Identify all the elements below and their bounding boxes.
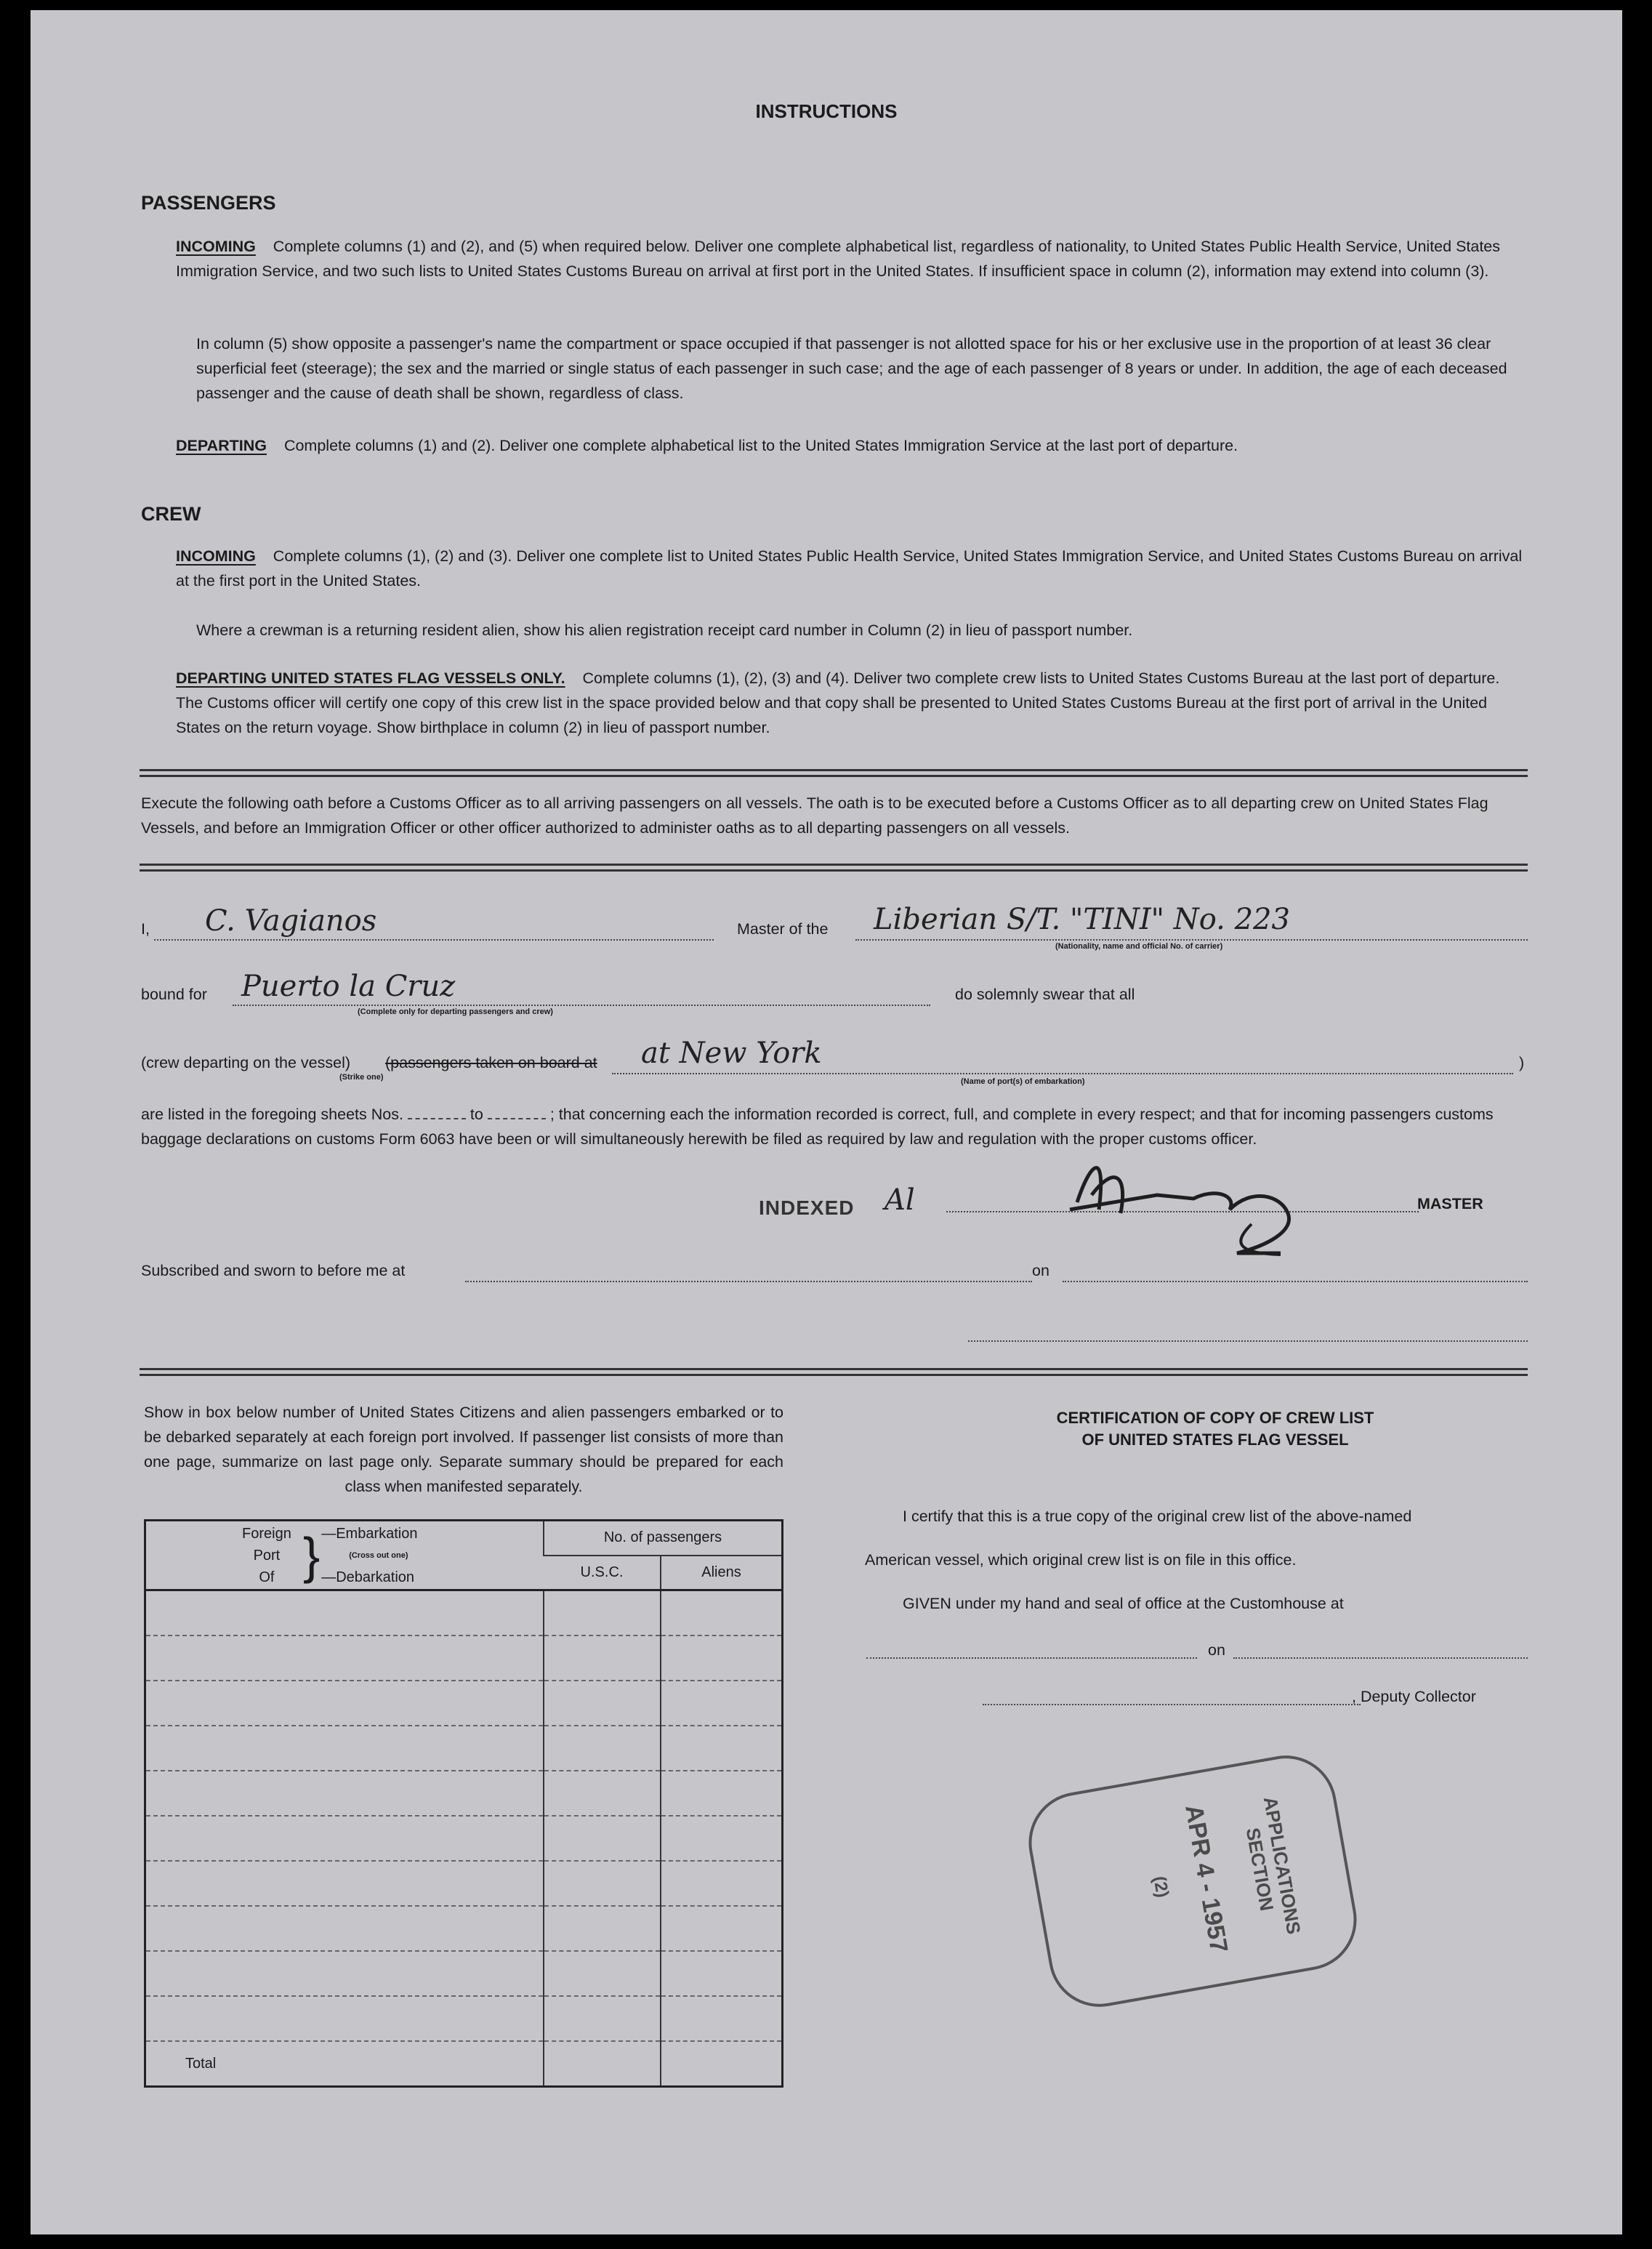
port-header-cell: [145, 1521, 544, 1590]
usc-cell: [544, 1906, 661, 1951]
oath-intro: Execute the following oath before a Customs Officer as to all arriving passengers on all vessels. The oath is to be executed before a Customs Officer as to all departing crew on United States Flag Vessels, and before an Immigration Officer or other officer authorized to administer oaths as to all departing passengers on all vessels.: [141, 794, 1488, 837]
usc-cell: [544, 1681, 661, 1726]
usc-header: U.S.C.: [580, 1564, 624, 1580]
divider-line: [140, 769, 1528, 771]
master-signature: [1048, 1144, 1353, 1268]
port-header-line: Of: [259, 1569, 275, 1585]
usc-total-cell: [544, 2041, 661, 2087]
port-cell: [145, 1681, 544, 1726]
bound-for-line: [233, 1005, 930, 1006]
passengers-incoming-paragraph: [176, 234, 1528, 283]
aliens-cell: [661, 1726, 783, 1771]
crew-incoming-paragraph: [176, 544, 1528, 593]
master-of-label: Master of the: [737, 920, 829, 938]
cross-out-note: (Cross out one): [349, 1550, 408, 1560]
no-of-passengers-header: No. of passengers: [544, 1521, 783, 1556]
crew-departing-paragraph: [176, 666, 1528, 740]
brace-icon: }: [302, 1526, 321, 1584]
divider-line: [140, 1374, 1528, 1376]
subscribed-on-label: on: [1032, 1262, 1049, 1279]
certification-heading: [859, 1407, 1571, 1451]
port-cell: [145, 1906, 544, 1951]
strike-caption: (Strike one): [339, 1073, 384, 1082]
aliens-cell: [661, 1771, 783, 1816]
listed-text-2: ; that concerning each the information recorded is correct, full, and complete in every respect; and that for incoming passengers customs baggage declarations on customs Form 6063 have been or will simultaneously herewith be filed as required by law and regulation with the proper customs officer.: [141, 1106, 1494, 1148]
listed-text-1: are listed in the foregoing sheets Nos.: [141, 1106, 403, 1123]
stamp-date: APR 4 - 1957: [1180, 1802, 1233, 1955]
aliens-cell: [661, 1861, 783, 1906]
usc-cell: [544, 1636, 661, 1681]
deputy-collector-label: , Deputy Collector: [1352, 1688, 1476, 1705]
received-stamp: [1020, 1747, 1364, 2015]
bound-for-handwriting: Puerto la Cruz: [241, 970, 456, 1003]
vessel-line: [855, 939, 1528, 941]
port-handwriting: at New York: [641, 1037, 822, 1070]
aliens-cell: [661, 1636, 783, 1681]
crew-incoming-label: INCOMING: [176, 547, 256, 565]
usc-cell: [544, 1816, 661, 1861]
aliens-total-cell: [661, 2041, 783, 2087]
port-caption: (Name of port(s) of embarkation): [961, 1077, 1085, 1086]
aliens-cell: [661, 1906, 783, 1951]
officer-signature-line: [968, 1340, 1528, 1342]
port-cell: [145, 1816, 544, 1861]
divider-line: [140, 775, 1528, 777]
port-line: [612, 1073, 1513, 1074]
crew-departing-label: (crew departing on the vessel): [141, 1054, 351, 1071]
port-cell: [145, 1726, 544, 1771]
usc-cell: [544, 1726, 661, 1771]
divider-line: [140, 869, 1528, 872]
divider-line: [140, 1368, 1528, 1370]
vessel-handwriting: Liberian S/T. "TINI" No. 223: [874, 903, 1290, 936]
bound-for-label: bound for: [141, 986, 207, 1003]
port-cell: [145, 1636, 544, 1681]
crew-heading: CREW: [141, 503, 201, 525]
usc-cell: [544, 1861, 661, 1906]
given-text: GIVEN under my hand and seal of office at the Customhouse at: [903, 1595, 1344, 1612]
stamp-code: (2): [1149, 1874, 1173, 1899]
subscribed-label: Subscribed and sworn to before me at: [141, 1262, 406, 1279]
sheet-from-blank: [408, 1118, 466, 1119]
aliens-cell: [661, 1590, 783, 1636]
passengers-incoming-label: INCOMING: [176, 238, 256, 255]
summary-instructions: Show in box below number of United States Citizens and alien passengers embarked or to be debarked separately at each foreign port involved. If passenger list consists of more than one page, summarize on last page only. Separate summary should be prepared for each class when manifested separately.: [144, 1404, 783, 1495]
port-cell: [145, 1771, 544, 1816]
passenger-summary-table: [144, 1519, 783, 2088]
passengers-departing-text: Complete columns (1) and (2). Deliver one complete alphabetical list to the United States Immigration Service at the last port of departure.: [283, 437, 1238, 454]
total-label: Total: [145, 2041, 544, 2087]
aliens-cell: [661, 1681, 783, 1726]
aliens-header: Aliens: [661, 1556, 783, 1590]
crew-departing-label: DEPARTING UNITED STATES FLAG VESSELS ONLY.: [176, 669, 565, 687]
passengers-departing-label: DEPARTING: [176, 437, 267, 454]
master-name-line: [154, 939, 714, 941]
crew-departing-text: Complete columns (1), (2), (3) and (4). Deliver two complete crew lists to United States Customs Bureau at the last port of departure. The Customs officer will certify one copy of this crew list in the space provided below and that copy shall be presented to United States Customs Bureau at the first port of arrival in the United States on the return voyage. Show birthplace in column (2) in lieu of passport number.: [176, 669, 1500, 736]
certification-heading-line: CERTIFICATION OF COPY OF CREW LIST: [1056, 1409, 1374, 1427]
usc-cell: [544, 1590, 661, 1636]
customhouse-line: [866, 1657, 1197, 1659]
swear-text: do solemnly swear that all: [955, 986, 1135, 1003]
certify-text: I certify that this is a true copy of the original crew list of the above-named: [903, 1508, 1412, 1525]
aliens-cell: [661, 1996, 783, 2041]
to-label: to: [470, 1106, 483, 1123]
usc-cell: [544, 1996, 661, 2041]
master-name-handwriting: C. Vagianos: [205, 904, 377, 938]
crew-returning-paragraph: Where a crewman is a returning resident alien, show his alien registration receipt card number in Column (2) in lieu of passport number.: [196, 621, 1133, 639]
indexed-stamp: INDEXED: [759, 1196, 855, 1219]
aliens-cell: [661, 1816, 783, 1861]
port-header-line: Foreign: [242, 1525, 291, 1542]
oath-i-label: I,: [141, 920, 150, 938]
crew-incoming-text: Complete columns (1), (2) and (3). Deliver one complete list to United States Public Health Service, United States Immigration Service, and United States Customs Bureau on arrival at the first port in the United States.: [176, 547, 1523, 590]
vessel-caption: (Nationality, name and official No. of carrier): [1055, 942, 1223, 951]
certify-vessel-text: American vessel, which original crew list is on file in this office.: [865, 1551, 1297, 1569]
debarkation-label: —Debarkation: [321, 1569, 415, 1585]
document-page: [31, 10, 1622, 2234]
deputy-signature-line: [983, 1704, 1361, 1705]
divider-line: [140, 864, 1528, 866]
passengers-departing-paragraph: [176, 433, 1528, 458]
certification-on-label: on: [1208, 1641, 1225, 1659]
passengers-column5-paragraph: In column (5) show opposite a passenger's name the compartment or space occupied if that passenger is not allotted space for his or her exclusive use in the proportion of at least 36 clear superficial feet (steerage); the sex and the married or single status of each passenger in such case; and the age of each passenger of 8 years or under. In addition, the age of each deceased passenger and the cause of death shall be shown, regardless of class.: [196, 335, 1507, 402]
master-label: MASTER: [1417, 1195, 1483, 1212]
aliens-cell: [661, 1951, 783, 1996]
subscribed-place-line: [465, 1281, 1032, 1282]
strike-text: (passengers taken on board at: [385, 1054, 597, 1071]
port-cell: [145, 1996, 544, 2041]
port-cell: [145, 1861, 544, 1906]
passengers-incoming-text: Complete columns (1) and (2), and (5) when required below. Deliver one complete alphabetical list, regardless of nationality, to United States Public Health Service, United States Immigration Service, and two such lists to United States Customs Bureau on arrival at first port in the United States. If insufficient space in column (2), information may extend into column (3).: [176, 238, 1501, 280]
page-title: INSTRUCTIONS: [755, 100, 898, 122]
port-cell: [145, 1590, 544, 1636]
port-header-line: Port: [253, 1547, 281, 1564]
passengers-heading: PASSENGERS: [141, 192, 276, 214]
port-cell: [145, 1951, 544, 1996]
sheet-to-blank: [488, 1118, 546, 1119]
certification-heading-line: OF UNITED STATES FLAG VESSEL: [1081, 1431, 1349, 1449]
close-paren: ): [1519, 1054, 1525, 1071]
subscribed-date-line: [1063, 1281, 1528, 1282]
stamp-section: APPLICATIONS SECTION: [1241, 1795, 1305, 1936]
bound-caption: (Complete only for departing passengers and crew): [358, 1007, 553, 1016]
usc-cell: [544, 1951, 661, 1996]
usc-cell: [544, 1771, 661, 1816]
indexed-initials: Al: [885, 1183, 915, 1217]
embarkation-label: —Embarkation: [321, 1525, 418, 1542]
certification-date-line: [1233, 1657, 1528, 1659]
